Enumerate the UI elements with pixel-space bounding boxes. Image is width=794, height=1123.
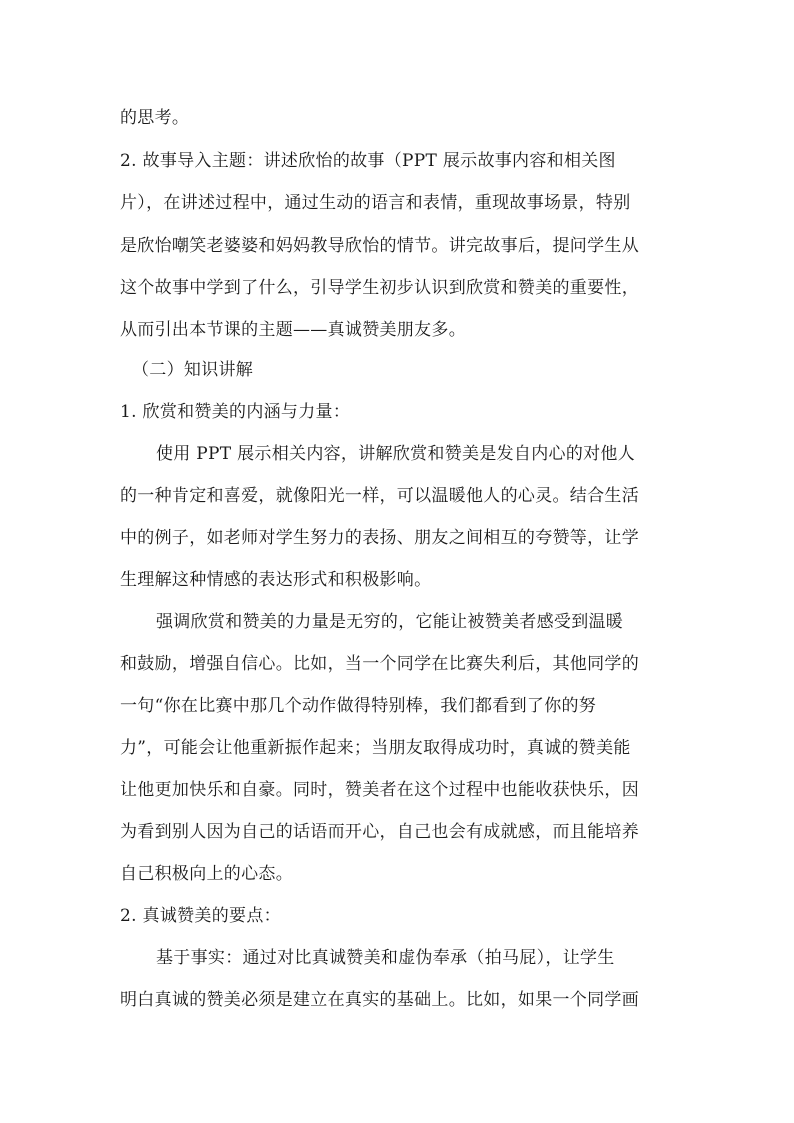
text-line: 为看到别人因为自己的话语而开心，自己也会有成就感，而且能培养 [120, 822, 639, 842]
section-heading: （二）知识讲解 [132, 360, 254, 380]
text-line: 自己积极向上的心态。 [120, 864, 293, 884]
text-line: 使用 PPT 展示相关内容，讲解欣赏和赞美是发自内心的对他人 [156, 444, 636, 464]
text-line: 的思考。 [120, 108, 190, 128]
text-line: 片），在讲述过程中，通过生动的语言和表情，重现故事场景，特别 [120, 193, 631, 213]
text-line: 强调欣赏和赞美的力量是无穷的，它能让被赞美者感受到温暖 [156, 612, 624, 632]
text-line: 让他更加快乐和自豪。同时，赞美者在这个过程中也能收获快乐，因 [120, 780, 639, 800]
text-line: 明白真诚的赞美必须是建立在真实的基础上。比如，如果一个同学画 [120, 990, 639, 1010]
text-line: 中的例子，如老师对学生努力的表扬、朋友之间相互的夸赞等，让学 [120, 528, 639, 548]
subsection-heading: 1. 欣赏和赞美的内涵与力量： [120, 402, 351, 422]
text-line: 一句“你在比赛中那几个动作做得特别棒，我们都看到了你的努 [120, 696, 597, 716]
text-line: 从而引出本节课的主题——真诚赞美朋友多。 [120, 320, 466, 340]
text-line: 是欣怡嘲笑老婆婆和妈妈教导欣怡的情节。讲完故事后，提问学生从 [120, 236, 639, 256]
text-line: 基于事实：通过对比真诚赞美和虚伪奉承（拍马屁），让学生 [156, 948, 615, 968]
text-line: 这个故事中学到了什么，引导学生初步认识到欣赏和赞美的重要性， [120, 278, 639, 298]
text-line: 和鼓励，增强自信心。比如，当一个同学在比赛失利后，其他同学的 [120, 654, 639, 674]
subsection-heading: 2. 真诚赞美的要点： [120, 906, 281, 926]
text-line: 生理解这种情感的表达形式和积极影响。 [120, 570, 432, 590]
text-line: 2. 故事导入主题：讲述欣怡的故事（PPT 展示故事内容和相关图 [120, 151, 616, 171]
text-line: 的一种肯定和喜爱，就像阳光一样，可以温暖他人的心灵。结合生活 [120, 486, 639, 506]
text-line: 力”，可能会让他重新振作起来；当朋友取得成功时，真诚的赞美能 [120, 738, 631, 758]
